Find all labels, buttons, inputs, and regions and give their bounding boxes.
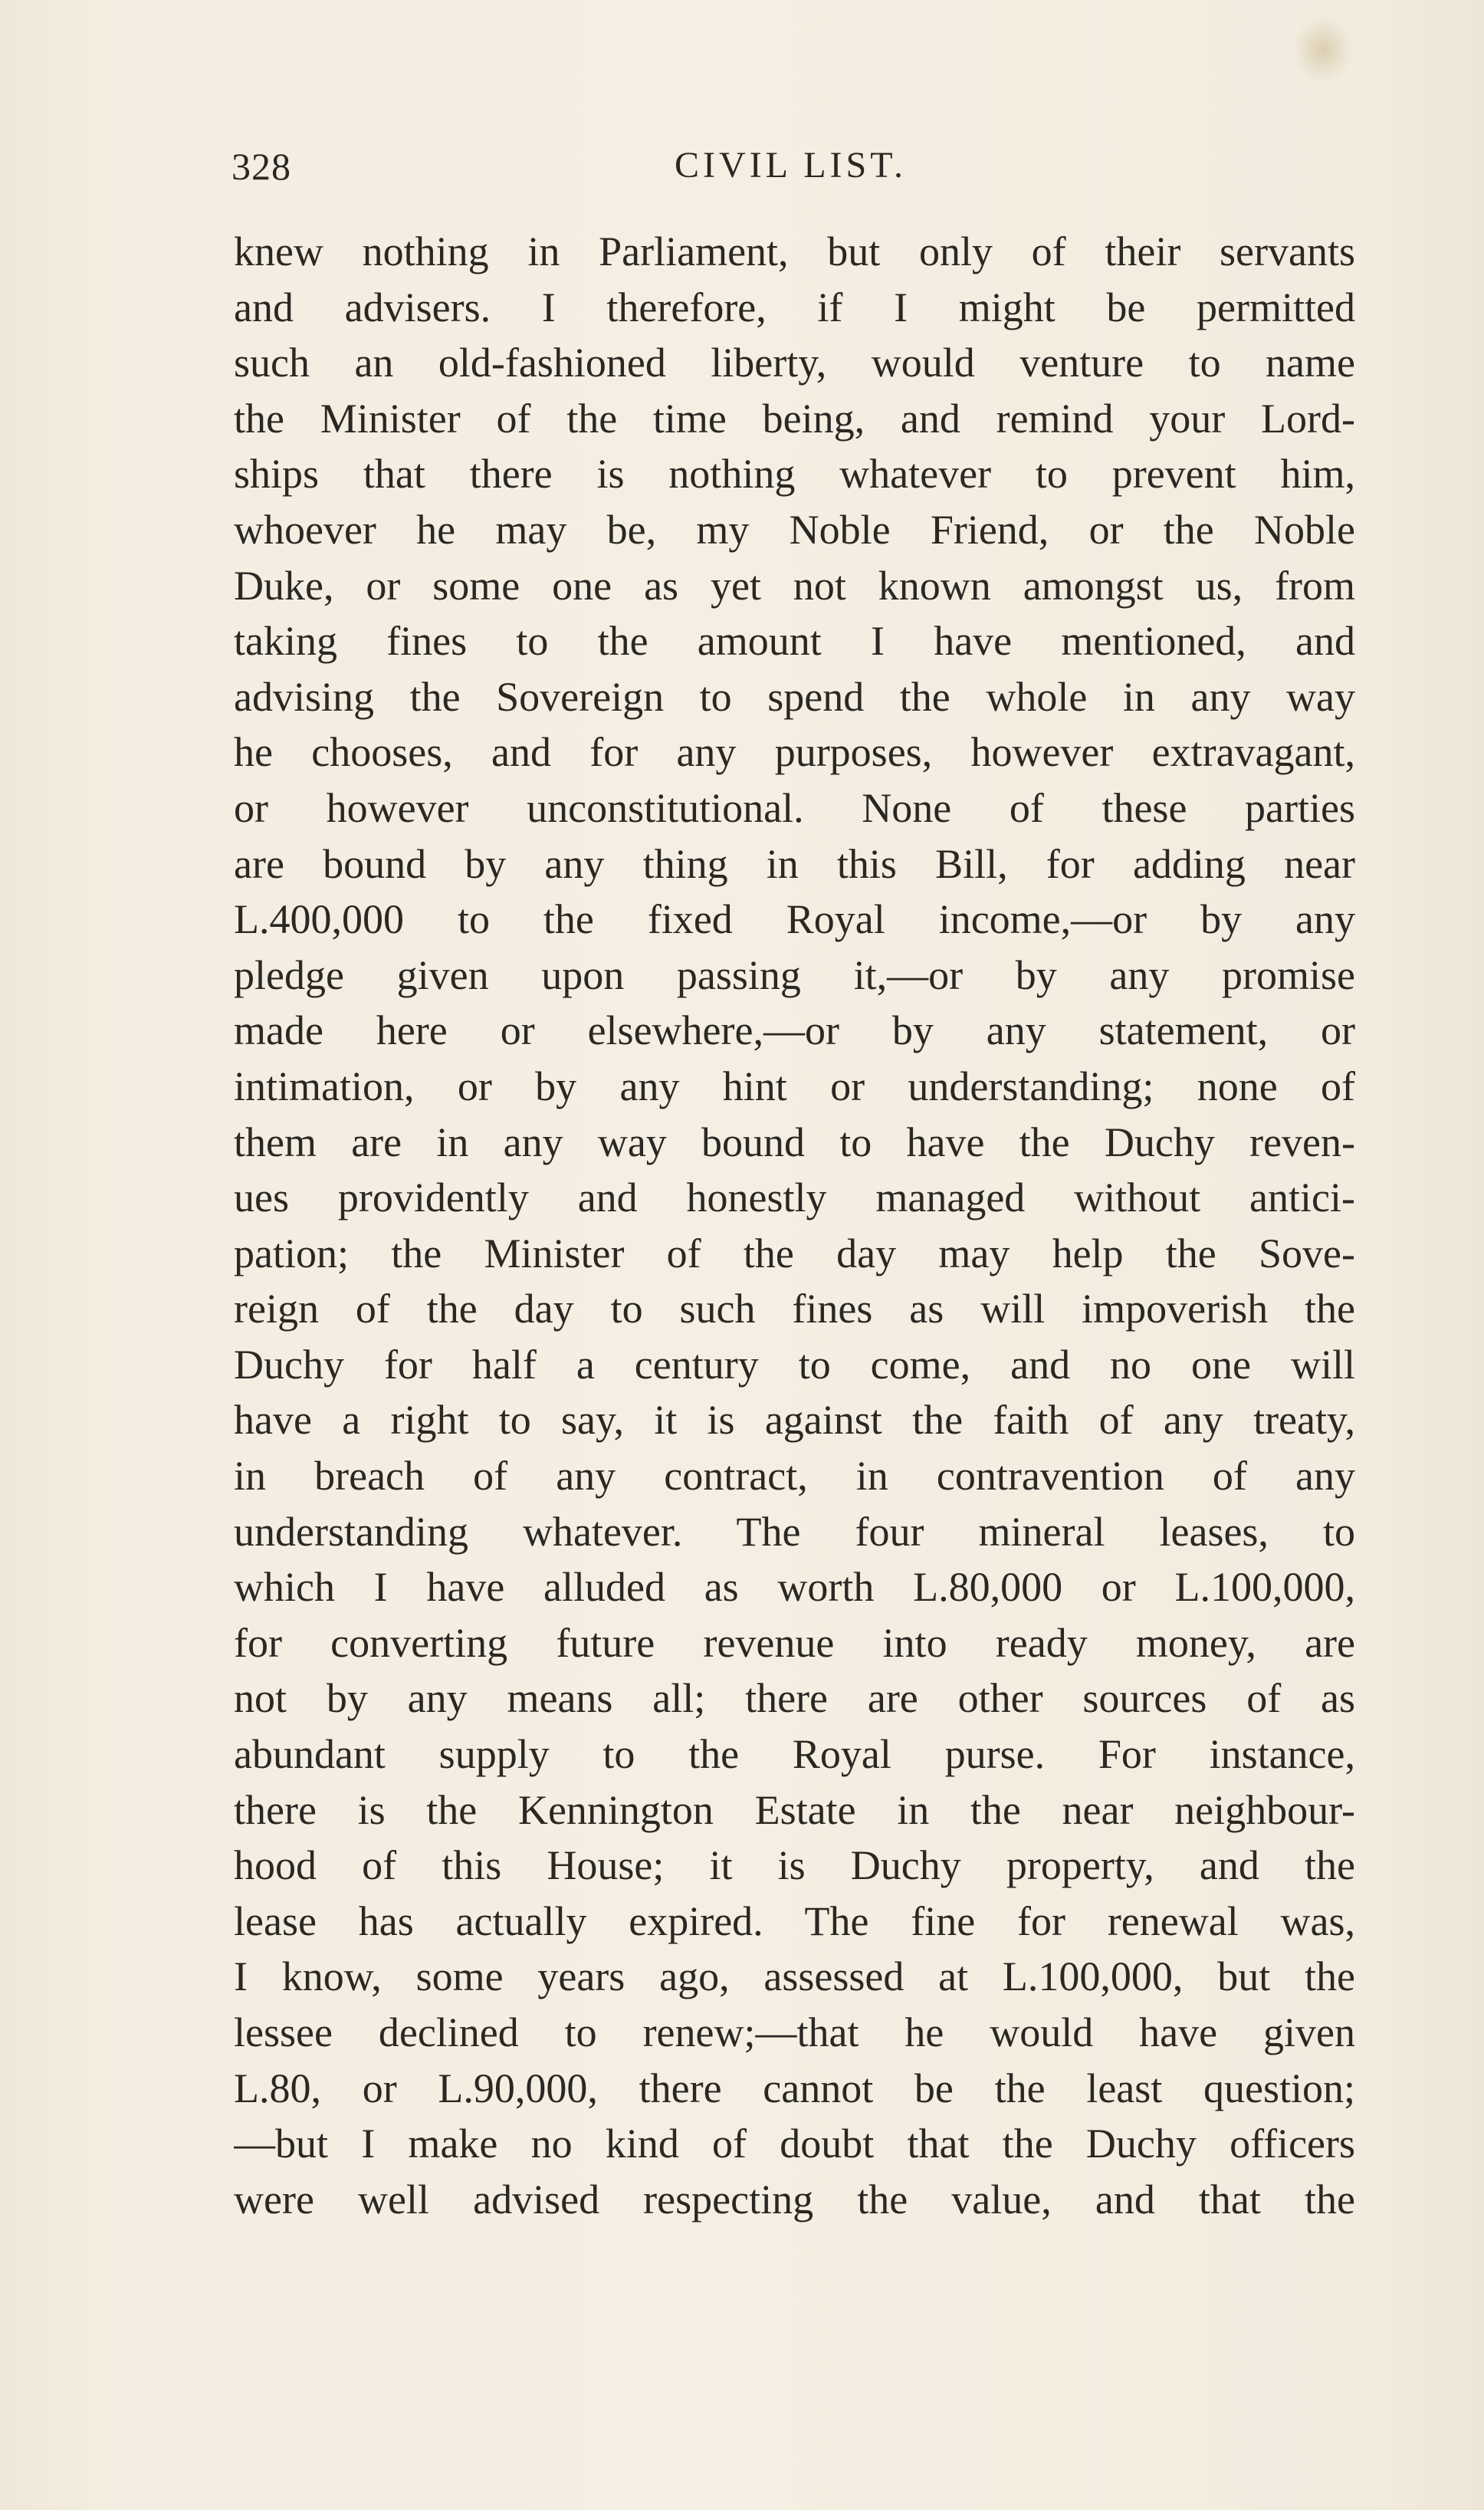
text-line: intimation, or by any hint or understanding; none of: [234, 1063, 1355, 1109]
text-line: lease has actually expired. The fine for renewal was,: [234, 1897, 1355, 1944]
running-head: CIVIL LIST.: [675, 145, 907, 186]
text-line: pation; the Minister of the day may help the Sove-: [234, 1230, 1355, 1276]
text-line: L.400,000 to the fixed Royal income,—or by any: [234, 896, 1355, 943]
text-line: have a right to say, it is against the faith of any treaty,: [234, 1397, 1355, 1444]
text-line: there is the Kennington Estate in the near neighbour-: [234, 1786, 1355, 1833]
text-line: the Minister of the time being, and remind your Lord-: [234, 395, 1355, 442]
text-line: which I have alluded as worth L.80,000 or L.100,000,: [234, 1564, 1355, 1611]
text-line: taking fines to the amount I have mentioned, and: [234, 618, 1355, 665]
text-line: understanding whatever. The four mineral leases, to: [234, 1508, 1355, 1555]
text-line: abundant supply to the Royal purse. For instance,: [234, 1731, 1355, 1778]
page-header: [231, 144, 1358, 198]
text-line: L.80, or L.90,000, there cannot be the least question;: [234, 2065, 1355, 2111]
text-line: hood of this House; it is Duchy property, and the: [234, 1842, 1355, 1889]
text-line: are bound by any thing in this Bill, for adding near: [234, 840, 1355, 887]
text-line: knew nothing in Parliament, but only of their servants: [234, 228, 1355, 274]
text-line: or however unconstitutional. None of these parties: [234, 784, 1355, 831]
text-line: not by any means all; there are other sources of as: [234, 1675, 1355, 1722]
text-line: such an old-fashioned liberty, would venture to name: [234, 340, 1355, 386]
text-line: reign of the day to such fines as will impoverish the: [234, 1286, 1355, 1332]
text-line: whoever he may be, my Noble Friend, or the Noble: [234, 506, 1355, 553]
text-line: pledge given upon passing it,—or by any promise: [234, 951, 1355, 998]
paper-stain: [1292, 15, 1354, 84]
text-line: for converting future revenue into ready money, are: [234, 1619, 1355, 1666]
text-line: them are in any way bound to have the Duchy reven-: [234, 1119, 1355, 1165]
text-line: made here or elsewhere,—or by any statement, or: [234, 1007, 1355, 1054]
text-line: Duchy for half a century to come, and no one will: [234, 1341, 1355, 1388]
text-line: were well advised respecting the value, and that the: [234, 2176, 1355, 2223]
text-line: —but I make no kind of doubt that the Duchy officers: [234, 2121, 1355, 2167]
text-line: and advisers. I therefore, if I might be permitted: [234, 284, 1355, 330]
page-number: 328: [231, 145, 291, 188]
text-line: I know, some years ago, assessed at L.100,000, but the: [234, 1953, 1355, 2000]
text-line: ships that there is nothing whatever to prevent him,: [234, 451, 1355, 498]
body-text: [234, 224, 1355, 2227]
text-line: ues providently and honestly managed without antici-: [234, 1175, 1355, 1221]
text-line: in breach of any contract, in contravention of any: [234, 1453, 1355, 1500]
text-line: Duke, or some one as yet not known amongst us, from: [234, 562, 1355, 609]
text-line: lessee declined to renew;—that he would have given: [234, 2009, 1355, 2055]
text-line: he chooses, and for any purposes, however extravagant,: [234, 729, 1355, 776]
text-line: advising the Sovereign to spend the whole in any way: [234, 673, 1355, 720]
